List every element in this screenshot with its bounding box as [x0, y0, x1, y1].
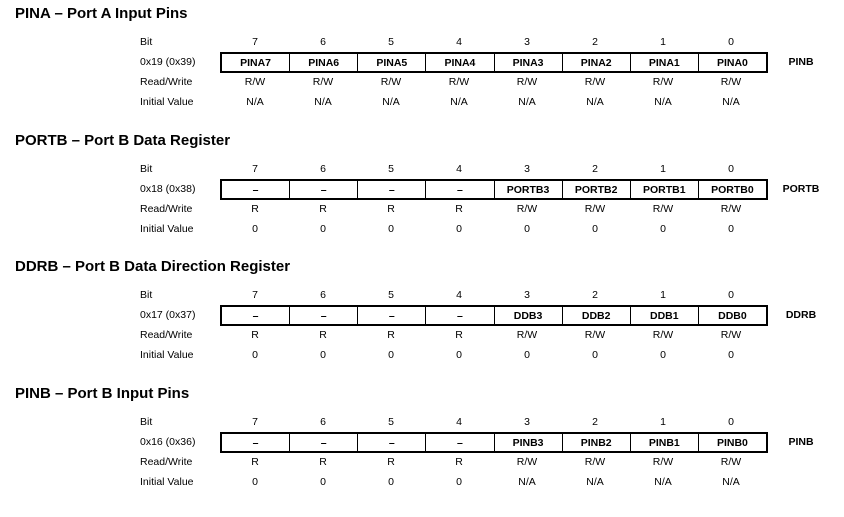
- bit-field-cell: –: [358, 307, 426, 324]
- bit-number: 0: [728, 289, 734, 301]
- bit-field-cell: PINB0: [716, 436, 748, 449]
- access-value: R/W: [652, 76, 674, 88]
- initial-value: 0: [660, 349, 666, 361]
- register-name: DDRB: [785, 309, 817, 321]
- bit-number: 1: [660, 289, 666, 301]
- initial-value: 0: [456, 349, 462, 361]
- bit-number: 6: [320, 163, 326, 175]
- register-section: [0, 380, 844, 507]
- bit-number: 7: [252, 163, 258, 175]
- initial-value: N/A: [654, 96, 672, 108]
- register-name: PORTB: [782, 183, 820, 195]
- address-label: 0x17 (0x37): [140, 309, 196, 321]
- initial-value: N/A: [722, 96, 740, 108]
- bit-number: 7: [252, 289, 258, 301]
- access-value: R: [251, 456, 259, 468]
- bit-number: 6: [320, 36, 326, 48]
- bit-field-cell: –: [358, 181, 426, 198]
- register-section: [0, 253, 844, 380]
- bit-number: 4: [456, 416, 462, 428]
- bit-field-cell: PINB2: [563, 434, 631, 451]
- access-value: R/W: [652, 456, 674, 468]
- bit-field-cell: DDB2: [563, 307, 631, 324]
- bit-number: 5: [388, 163, 394, 175]
- bit-number: 7: [252, 416, 258, 428]
- bit-number: 1: [660, 163, 666, 175]
- initial-value-label: Initial Value: [140, 349, 194, 361]
- bit-field-cell: PINA0: [716, 56, 748, 69]
- access-value: R/W: [584, 203, 606, 215]
- register-name: PINB: [788, 436, 814, 448]
- read-write-label: Read/Write: [140, 456, 193, 468]
- initial-value-label: Initial Value: [140, 476, 194, 488]
- access-value: R: [455, 203, 463, 215]
- register-title: DDRB – Port B Data Direction Register: [15, 258, 291, 275]
- access-value: R/W: [584, 456, 606, 468]
- access-value: R: [387, 329, 395, 341]
- access-value: R/W: [448, 76, 470, 88]
- access-value: R: [387, 456, 395, 468]
- bit-field-cell: PORTB1: [631, 181, 699, 198]
- bit-number: 2: [592, 163, 598, 175]
- register-title: PORTB – Port B Data Register: [15, 132, 231, 149]
- access-value: R/W: [652, 329, 674, 341]
- bit-number: 6: [320, 416, 326, 428]
- bit-number: 3: [524, 36, 530, 48]
- initial-value: N/A: [722, 476, 740, 488]
- initial-value: N/A: [382, 96, 400, 108]
- initial-value: 0: [320, 223, 326, 235]
- initial-value: 0: [252, 476, 258, 488]
- bit-field-cell: PINA7: [222, 54, 290, 71]
- initial-value: N/A: [450, 96, 468, 108]
- initial-value: 0: [456, 476, 462, 488]
- register-name: PINB: [788, 56, 814, 68]
- access-value: R/W: [720, 329, 742, 341]
- initial-value: N/A: [246, 96, 264, 108]
- initial-value: 0: [728, 223, 734, 235]
- bit-row-label: Bit: [140, 416, 153, 428]
- register-section: [0, 0, 844, 127]
- bit-number: 2: [592, 416, 598, 428]
- initial-value: 0: [320, 476, 326, 488]
- bit-field-cell: DDB3: [495, 307, 563, 324]
- register-title: PINB – Port B Input Pins: [15, 385, 190, 402]
- read-write-label: Read/Write: [140, 329, 193, 341]
- read-write-label: Read/Write: [140, 203, 193, 215]
- bit-field-cell: PORTB2: [563, 181, 631, 198]
- bit-field-cell: –: [290, 181, 358, 198]
- bit-number: 1: [660, 416, 666, 428]
- address-label: 0x18 (0x38): [140, 183, 196, 195]
- initial-value: N/A: [518, 96, 536, 108]
- access-value: R: [455, 456, 463, 468]
- access-value: R/W: [516, 456, 538, 468]
- register-bit-fields: [220, 432, 768, 453]
- bit-number: 0: [728, 36, 734, 48]
- bit-field-cell: DDB0: [718, 309, 747, 322]
- access-value: R/W: [516, 329, 538, 341]
- bit-field-cell: PINB3: [495, 434, 563, 451]
- initial-value: 0: [252, 349, 258, 361]
- bit-field-cell: PORTB0: [711, 183, 754, 196]
- access-value: R/W: [720, 203, 742, 215]
- initial-value-label: Initial Value: [140, 223, 194, 235]
- bit-row-label: Bit: [140, 36, 153, 48]
- bit-number: 4: [456, 36, 462, 48]
- access-value: R: [251, 203, 259, 215]
- bit-number: 1: [660, 36, 666, 48]
- initial-value: N/A: [314, 96, 332, 108]
- initial-value: 0: [592, 223, 598, 235]
- initial-value: N/A: [586, 96, 604, 108]
- initial-value: N/A: [518, 476, 536, 488]
- access-value: R/W: [516, 76, 538, 88]
- initial-value: 0: [252, 223, 258, 235]
- access-value: R/W: [244, 76, 266, 88]
- access-value: R/W: [720, 456, 742, 468]
- access-value: R/W: [516, 203, 538, 215]
- initial-value-label: Initial Value: [140, 96, 194, 108]
- register-bit-fields: [220, 179, 768, 200]
- bit-field-cell: PINA2: [563, 54, 631, 71]
- access-value: R/W: [312, 76, 334, 88]
- access-value: R: [387, 203, 395, 215]
- initial-value: 0: [592, 349, 598, 361]
- access-value: R: [319, 329, 327, 341]
- initial-value: N/A: [586, 476, 604, 488]
- bit-field-cell: PORTB3: [495, 181, 563, 198]
- bit-field-cell: –: [290, 307, 358, 324]
- address-label: 0x16 (0x36): [140, 436, 196, 448]
- initial-value: 0: [388, 349, 394, 361]
- register-bit-fields: [220, 305, 768, 326]
- register-section: [0, 127, 844, 254]
- bit-number: 4: [456, 163, 462, 175]
- initial-value: 0: [388, 476, 394, 488]
- initial-value: 0: [524, 223, 530, 235]
- bit-field-cell: PINA3: [495, 54, 563, 71]
- initial-value: 0: [524, 349, 530, 361]
- bit-number: 0: [728, 416, 734, 428]
- bit-number: 3: [524, 163, 530, 175]
- bit-number: 2: [592, 36, 598, 48]
- bit-field-cell: DDB1: [631, 307, 699, 324]
- bit-number: 5: [388, 289, 394, 301]
- bit-field-cell: –: [426, 181, 494, 198]
- bit-row-label: Bit: [140, 163, 153, 175]
- address-label: 0x19 (0x39): [140, 56, 196, 68]
- bit-number: 5: [388, 416, 394, 428]
- initial-value: 0: [660, 223, 666, 235]
- bit-field-cell: PINA6: [290, 54, 358, 71]
- initial-value: 0: [728, 349, 734, 361]
- initial-value: 0: [388, 223, 394, 235]
- register-title: PINA – Port A Input Pins: [15, 5, 188, 22]
- bit-field-cell: –: [222, 307, 290, 324]
- bit-field-cell: PINB1: [631, 434, 699, 451]
- access-value: R/W: [720, 76, 742, 88]
- bit-field-cell: –: [426, 434, 494, 451]
- bit-number: 3: [524, 289, 530, 301]
- bit-field-cell: PINA5: [358, 54, 426, 71]
- register-bit-fields: [220, 52, 768, 73]
- bit-field-cell: –: [358, 434, 426, 451]
- bit-number: 6: [320, 289, 326, 301]
- bit-number: 3: [524, 416, 530, 428]
- access-value: R/W: [584, 76, 606, 88]
- bit-field-cell: –: [290, 434, 358, 451]
- bit-number: 2: [592, 289, 598, 301]
- bit-number: 7: [252, 36, 258, 48]
- bit-number: 4: [456, 289, 462, 301]
- bit-row-label: Bit: [140, 289, 153, 301]
- bit-field-cell: PINA1: [631, 54, 699, 71]
- access-value: R/W: [652, 203, 674, 215]
- access-value: R: [251, 329, 259, 341]
- access-value: R: [319, 203, 327, 215]
- access-value: R/W: [584, 329, 606, 341]
- initial-value: 0: [320, 349, 326, 361]
- access-value: R: [455, 329, 463, 341]
- initial-value: 0: [456, 223, 462, 235]
- read-write-label: Read/Write: [140, 76, 193, 88]
- bit-number: 0: [728, 163, 734, 175]
- bit-field-cell: –: [426, 307, 494, 324]
- access-value: R: [319, 456, 327, 468]
- initial-value: N/A: [654, 476, 672, 488]
- bit-number: 5: [388, 36, 394, 48]
- access-value: R/W: [380, 76, 402, 88]
- bit-field-cell: –: [222, 434, 290, 451]
- bit-field-cell: –: [222, 181, 290, 198]
- bit-field-cell: PINA4: [426, 54, 494, 71]
